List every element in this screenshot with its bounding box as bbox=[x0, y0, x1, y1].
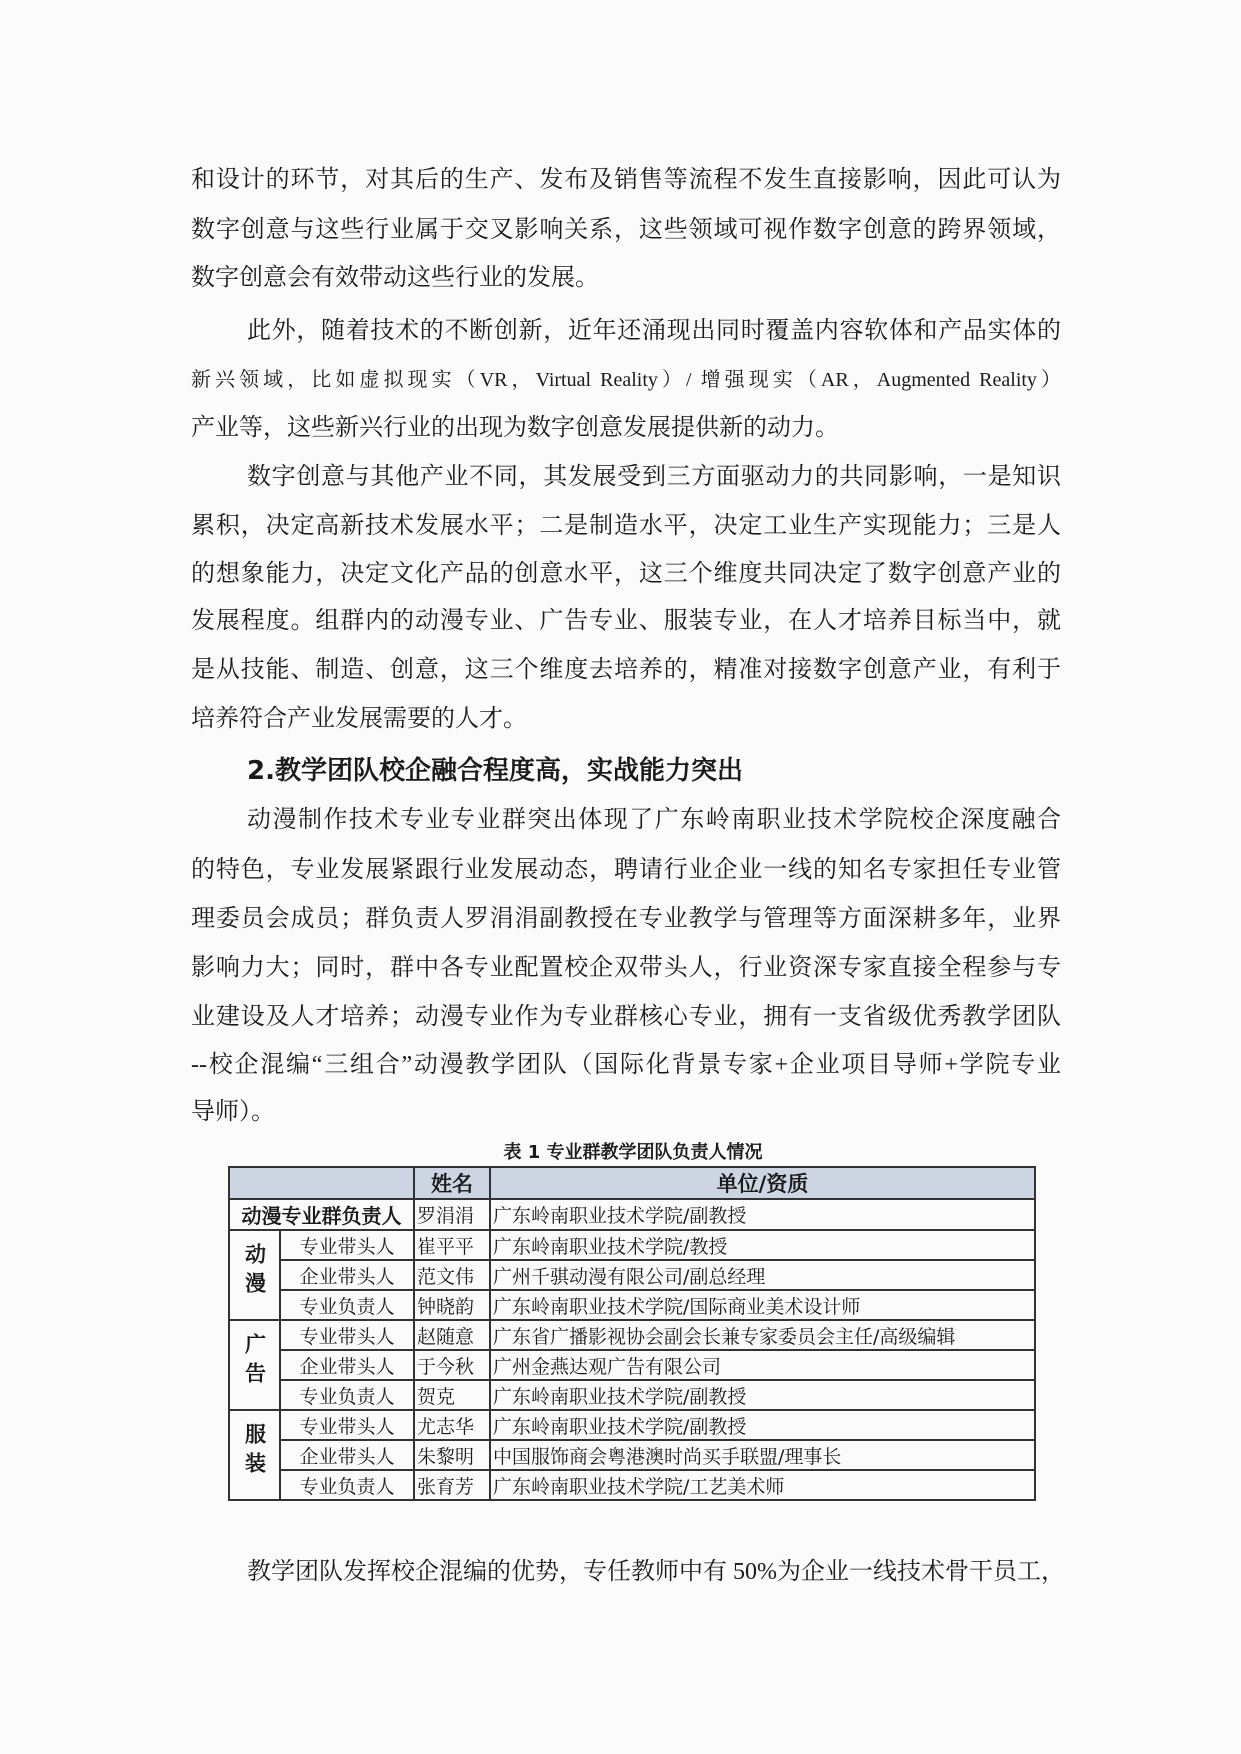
paragraph-line: 影响力大；同时，群中各专业配置校企双带头人，行业资深专家直接全程参与专 bbox=[191, 955, 1061, 981]
unit-cell: 广东岭南职业技术学院/国际商业美术设计师 bbox=[490, 1290, 1035, 1320]
role-cell: 专业负责人 bbox=[280, 1290, 414, 1320]
paragraph-line: 培养符合产业发展需要的人才。 bbox=[191, 706, 527, 732]
table-row bbox=[229, 1320, 1035, 1350]
table-row bbox=[229, 1350, 1035, 1380]
role-cell: 企业带头人 bbox=[280, 1260, 414, 1290]
role-cell: 企业带头人 bbox=[280, 1350, 414, 1380]
paragraph-line: --校企混编“三组合”动漫教学团队（国际化背景专家+企业项目导师+学院专业 bbox=[191, 1052, 1061, 1078]
table-row bbox=[229, 1380, 1035, 1410]
table-row bbox=[229, 1440, 1035, 1470]
name-cell: 赵随意 bbox=[414, 1320, 490, 1350]
group-label bbox=[229, 1410, 280, 1500]
group-label-text: 服装 bbox=[242, 1423, 267, 1481]
lead-role: 动漫专业群负责人 bbox=[229, 1199, 414, 1230]
unit-cell: 广东岭南职业技术学院/教授 bbox=[490, 1230, 1035, 1260]
paragraph-line: 理委员会成员；群负责人罗涓涓副教授在专业教学与管理等方面深耕多年，业界 bbox=[191, 906, 1061, 932]
paragraph-line: 导师）。 bbox=[191, 1099, 275, 1125]
table-header-row bbox=[229, 1167, 1035, 1199]
paragraph-line: 数字创意与这些行业属于交叉影响关系，这些领域可视作数字创意的跨界领域， bbox=[191, 217, 1061, 243]
paragraph-line: 新兴领域，比如虚拟现实（VR，Virtual Reality）/ 增强现实（AR，Augmented Reality） bbox=[191, 369, 1061, 391]
table-row bbox=[229, 1470, 1035, 1500]
name-cell: 朱黎明 bbox=[414, 1440, 490, 1470]
paragraph-line: 发展程度。组群内的动漫专业、广告专业、服装专业，在人才培养目标当中，就 bbox=[191, 608, 1061, 634]
table-row bbox=[229, 1230, 1035, 1260]
paragraph-line: 动漫制作技术专业专业群突出体现了广东岭南职业技术学院校企深度融合 bbox=[247, 807, 1061, 833]
paragraph-line: 数字创意与其他产业不同，其发展受到三方面驱动力的共同影响，一是知识 bbox=[247, 464, 1061, 490]
name-cell: 贺克 bbox=[414, 1380, 490, 1410]
name-cell: 于今秋 bbox=[414, 1350, 490, 1380]
section-heading: 2.教学团队校企融合程度高，实战能力突出 bbox=[247, 756, 743, 786]
unit-cell: 中国服饰商会粤港澳时尚买手联盟/理事长 bbox=[490, 1440, 1035, 1470]
name-cell: 范文伟 bbox=[414, 1260, 490, 1290]
name-cell: 尤志华 bbox=[414, 1410, 490, 1440]
paragraph-line: 是从技能、制造、创意，这三个维度去培养的，精准对接数字创意产业，有利于 bbox=[191, 657, 1061, 683]
header-unit: 单位/资质 bbox=[490, 1167, 1035, 1199]
paragraph-line: 数字创意会有效带动这些行业的发展。 bbox=[191, 265, 599, 291]
paragraph-line: 产业等，这些新兴行业的出现为数字创意发展提供新的动力。 bbox=[191, 415, 839, 441]
unit-cell: 广东岭南职业技术学院/副教授 bbox=[490, 1410, 1035, 1440]
unit-cell: 广东省广播影视协会副会长兼专家委员会主任/高级编辑 bbox=[490, 1320, 1035, 1350]
header-name: 姓名 bbox=[414, 1167, 490, 1199]
name-cell: 张育芳 bbox=[414, 1470, 490, 1500]
role-cell: 专业负责人 bbox=[280, 1470, 414, 1500]
group-label-text: 动漫 bbox=[242, 1243, 267, 1301]
paragraph-line: 此外，随着技术的不断创新，近年还涌现出同时覆盖内容软体和产品实体的 bbox=[247, 318, 1061, 344]
paragraph-line: 的特色，专业发展紧跟行业发展动态，聘请行业企业一线的知名专家担任专业管 bbox=[191, 857, 1061, 883]
header-blank bbox=[229, 1167, 414, 1199]
role-cell: 专业负责人 bbox=[280, 1380, 414, 1410]
paragraph-line: 业建设及人才培养；动漫专业作为专业群核心专业，拥有一支省级优秀教学团队 bbox=[191, 1004, 1061, 1030]
table-row bbox=[229, 1260, 1035, 1290]
table-row bbox=[229, 1410, 1035, 1440]
lead-unit: 广东岭南职业技术学院/副教授 bbox=[490, 1199, 1035, 1230]
unit-cell: 广州千骐动漫有限公司/副总经理 bbox=[490, 1260, 1035, 1290]
table-row bbox=[229, 1199, 1035, 1230]
table-row bbox=[229, 1290, 1035, 1320]
paragraph-line: 教学团队发挥校企混编的优势，专任教师中有 50%为企业一线技术骨干员工， bbox=[247, 1559, 1065, 1585]
role-cell: 专业带头人 bbox=[280, 1320, 414, 1350]
lead-name: 罗涓涓 bbox=[414, 1199, 490, 1230]
group-label bbox=[229, 1230, 280, 1320]
paragraph-line: 累积，决定高新技术发展水平；二是制造水平，决定工业生产实现能力；三是人 bbox=[191, 513, 1061, 539]
role-cell: 专业带头人 bbox=[280, 1230, 414, 1260]
unit-cell: 广东岭南职业技术学院/副教授 bbox=[490, 1380, 1035, 1410]
unit-cell: 广东岭南职业技术学院/工艺美术师 bbox=[490, 1470, 1035, 1500]
name-cell: 崔平平 bbox=[414, 1230, 490, 1260]
paragraph-line: 和设计的环节，对其后的生产、发布及销售等流程不发生直接影响，因此可认为 bbox=[191, 167, 1061, 193]
unit-cell: 广州金燕达观广告有限公司 bbox=[490, 1350, 1035, 1380]
paragraph-line: 的想象能力，决定文化产品的创意水平，这三个维度共同决定了数字创意产业的 bbox=[191, 561, 1061, 587]
group-label bbox=[229, 1320, 280, 1410]
team-leaders-table bbox=[228, 1166, 1036, 1501]
table-caption: 表 1 专业群教学团队负责人情况 bbox=[503, 1142, 763, 1163]
role-cell: 专业带头人 bbox=[280, 1410, 414, 1440]
name-cell: 钟晓韵 bbox=[414, 1290, 490, 1320]
group-label-text: 广告 bbox=[242, 1333, 267, 1391]
role-cell: 企业带头人 bbox=[280, 1440, 414, 1470]
